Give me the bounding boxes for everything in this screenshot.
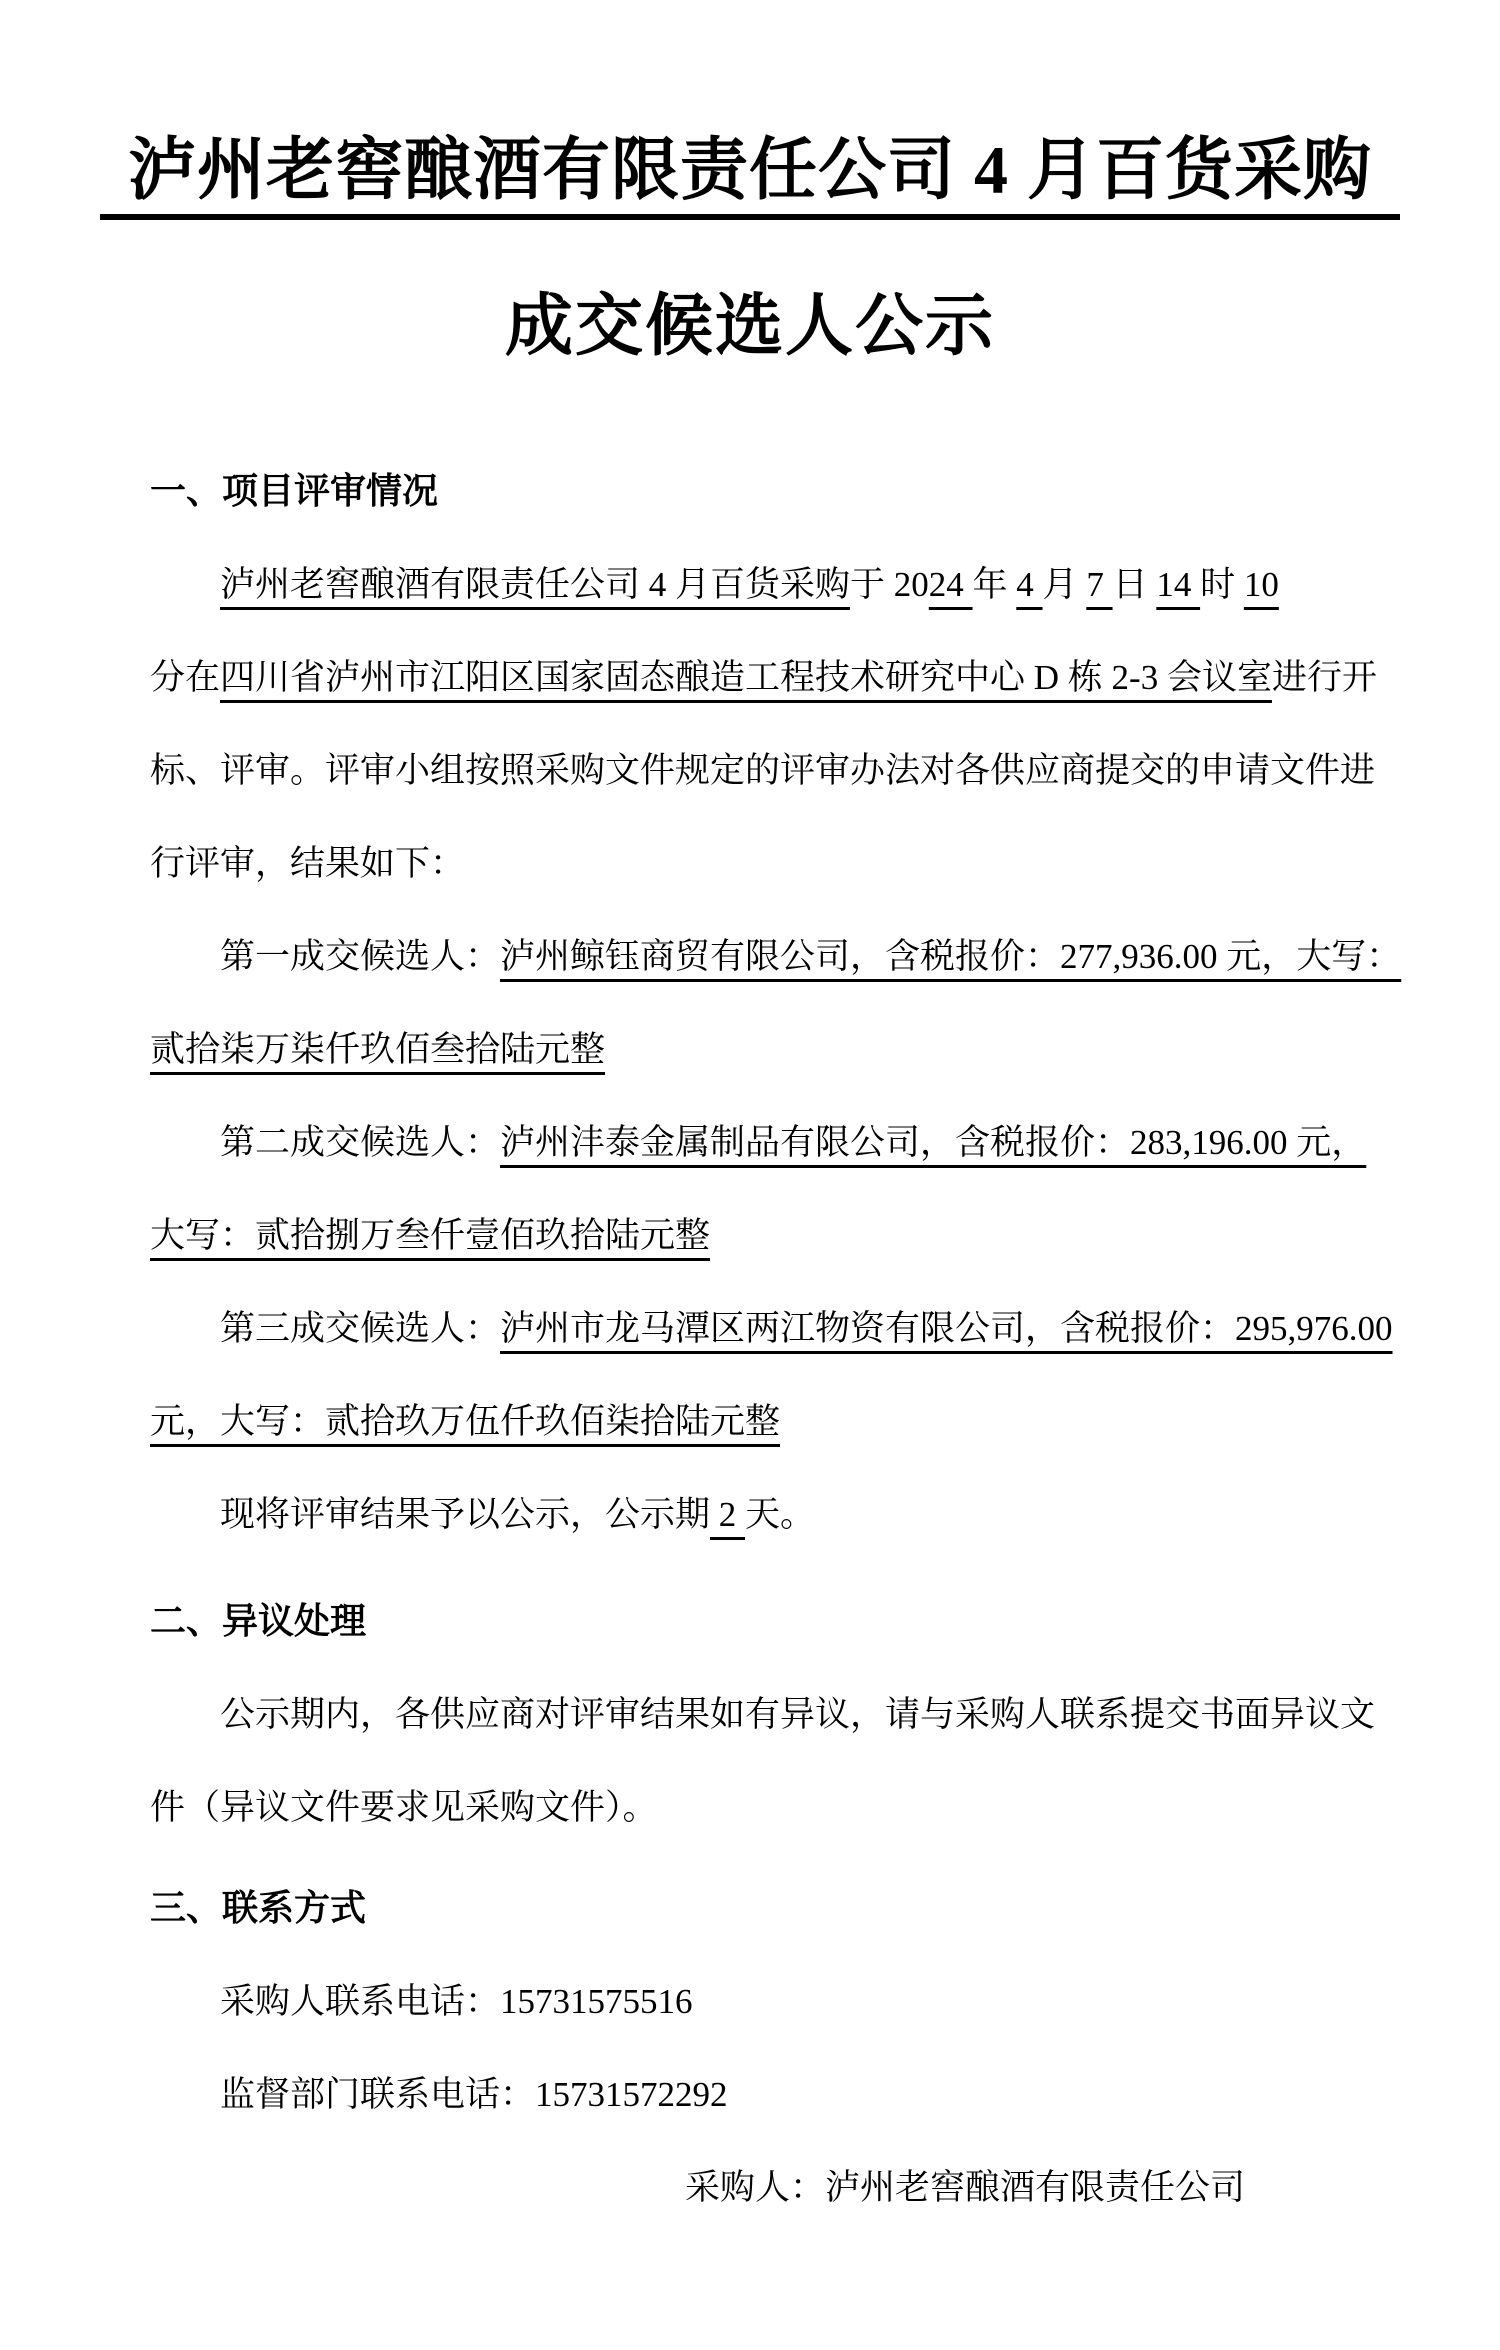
page-title: 泸州老窖酿酒有限责任公司 4 月百货采购 <box>100 136 1400 220</box>
text-run: 于 20 <box>850 565 929 604</box>
text-run: 公示期内，各供应商对评审结果如有异议，请与采购人联系提交书面异议文 <box>220 1695 1376 1734</box>
text-run: 二、异议处理 <box>150 1601 367 1641</box>
document-body <box>150 445 1400 2234</box>
text-run: 标、评审。评审小组按照采购文件规定的评审办法对各供应商提交的申请文件进 <box>150 751 1376 790</box>
doc-line <box>150 1003 1400 1096</box>
underlined-text: 7 <box>1086 565 1113 604</box>
text-run: 采购人联系电话：15731575516 <box>220 1982 693 2021</box>
doc-line <box>150 910 1400 1003</box>
doc-line <box>150 1955 1400 2048</box>
text-run: 分在 <box>150 658 221 697</box>
text-run: 第二成交候选人： <box>220 1123 501 1162</box>
text-run: 采购人：泸州老窖酿酒有限责任公司 <box>685 2168 1246 2207</box>
underlined-text: 四川省泸州市江阳区国家固态酿造工程技术研究中心 D 栋 2-3 会议室 <box>220 658 1272 697</box>
text-run: 第一成交候选人： <box>220 937 501 976</box>
underlined-text: 24 <box>928 565 973 604</box>
underlined-text: 泸州老窖酿酒有限责任公司 4 月百货采购 <box>220 565 851 604</box>
text-run: 三、联系方式 <box>150 1888 367 1928</box>
doc-line <box>150 1375 1400 1468</box>
doc-line <box>150 1668 1400 1761</box>
doc-line <box>150 1189 1400 1282</box>
doc-line <box>150 1761 1400 1854</box>
doc-line <box>150 1096 1400 1189</box>
underlined-text: 贰拾柒万柒仟玖佰叁拾陆元整 <box>150 1030 606 1069</box>
text-run: 现将评审结果予以公示，公示期 <box>220 1495 711 1534</box>
title-line1-row <box>0 132 1500 220</box>
text-run: 件（异议文件要求见采购文件）。 <box>150 1788 658 1827</box>
doc-line <box>150 631 1400 724</box>
underlined-text: 泸州市龙马潭区两江物资有限公司，含税报价：295,976.00 <box>500 1309 1393 1348</box>
doc-line <box>150 538 1400 631</box>
doc-line <box>150 2141 1400 2234</box>
text-run: 天。 <box>745 1495 816 1534</box>
text-run: 行评审，结果如下： <box>150 844 466 883</box>
section-heading <box>150 1575 1400 1668</box>
underlined-text: 泸州鲸钰商贸有限公司，含税报价：277,936.00 元，大写： <box>500 937 1402 976</box>
underlined-text: 泸州沣泰金属制品有限公司，含税报价：283,196.00 元， <box>500 1123 1367 1162</box>
underlined-text: 4 <box>1016 565 1043 604</box>
section-heading <box>150 445 1400 538</box>
text-run: 日 <box>1112 565 1157 604</box>
text-run: 监督部门联系电话：15731572292 <box>220 2075 728 2114</box>
doc-line <box>150 1282 1400 1375</box>
doc-line <box>150 2048 1400 2141</box>
page-subtitle: 成交候选人公示 <box>504 288 995 364</box>
underlined-text: 元，大写：贰拾玖万伍仟玖佰柒拾陆元整 <box>150 1402 781 1441</box>
doc-line <box>150 817 1400 910</box>
text-run: 时 <box>1200 565 1244 604</box>
text-run: 一、项目评审情况 <box>150 471 439 511</box>
doc-line <box>150 724 1400 817</box>
doc-line <box>150 1468 1400 1561</box>
text-run: 第三成交候选人： <box>220 1309 501 1348</box>
underlined-text: 10 <box>1243 565 1279 604</box>
document-title-block <box>0 0 1500 364</box>
text-run: 年 <box>972 565 1017 604</box>
section-heading <box>150 1862 1400 1955</box>
text-run: 进行开 <box>1271 658 1377 697</box>
underlined-text: 2 <box>710 1495 746 1534</box>
underlined-text: 14 <box>1156 565 1201 604</box>
underlined-text: 大写：贰拾捌万叁仟壹佰玖拾陆元整 <box>150 1216 711 1255</box>
text-run: 月 <box>1042 565 1087 604</box>
